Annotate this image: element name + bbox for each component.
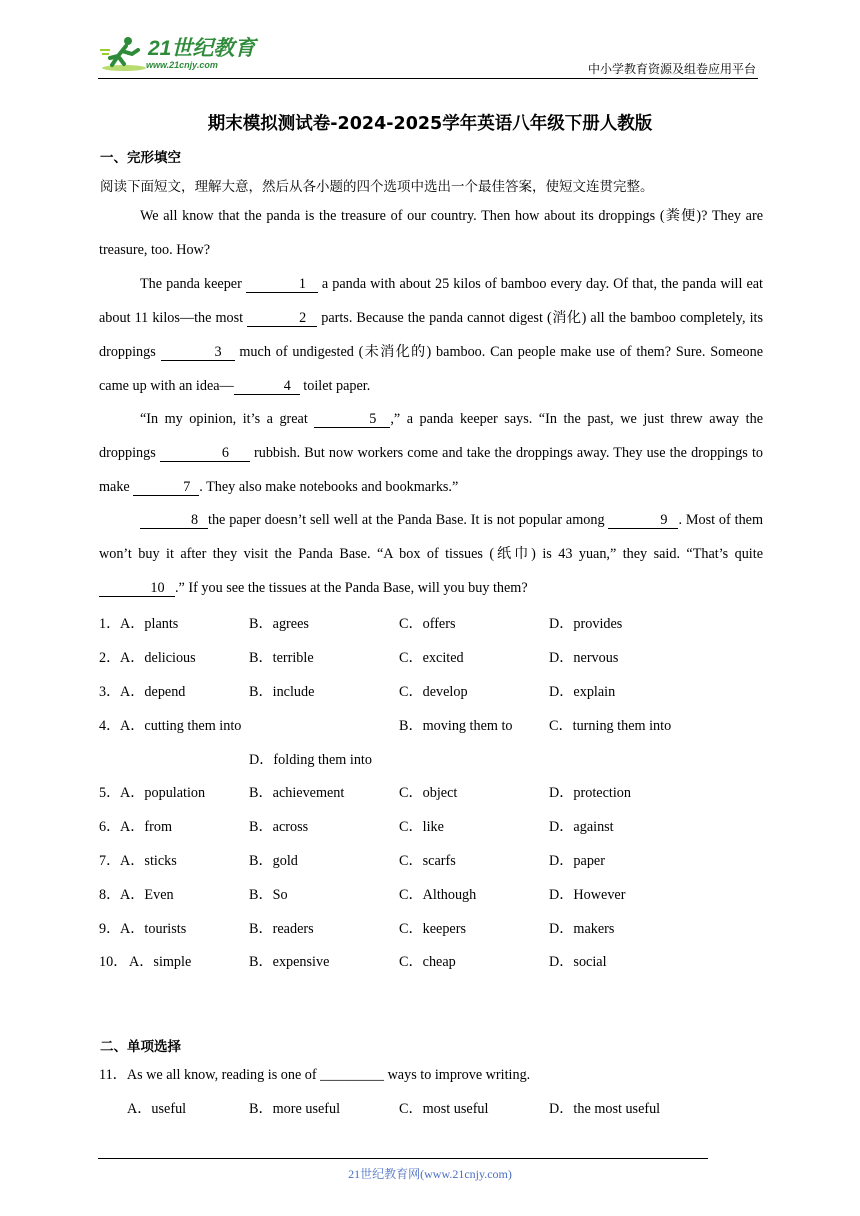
option-c[interactable]: C．object xyxy=(399,785,458,801)
option-a[interactable]: A．population xyxy=(120,785,206,801)
option-b[interactable]: B．moving them to xyxy=(399,718,513,734)
blank-7: 7 xyxy=(133,479,199,496)
paragraph-text: ,” a panda keeper says. “In the past, we just threw away the droppings xyxy=(99,411,763,461)
question-number: 2． xyxy=(99,650,121,666)
option-d[interactable]: D．paper xyxy=(549,853,605,869)
option-d[interactable]: D．explain xyxy=(549,684,616,700)
paragraph-text: . Most of them won’t buy it after they visit the Panda Base. “A box of tissues (纸巾) is 43 yuan,” they said. “That’s quite xyxy=(99,512,763,562)
blank-1: 1 xyxy=(246,276,318,293)
option-row-5 xyxy=(99,782,763,802)
page-header xyxy=(98,32,758,79)
option-d[interactable]: D．makers xyxy=(549,921,615,937)
option-b[interactable]: B．So xyxy=(249,887,288,903)
option-c[interactable]: C．like xyxy=(399,819,444,835)
question-number: 6． xyxy=(99,819,121,835)
instruction-text: 阅读下面短文，理解大意，然后从各小题的四个选项中选出一个最佳答案，使短文连贯完整。 xyxy=(100,179,654,195)
platform-name: 中小学教育资源及组卷应用平台 xyxy=(587,62,756,76)
question-number: 10． xyxy=(99,954,128,970)
runner-logo-icon xyxy=(98,34,146,74)
passage-paragraph-2 xyxy=(99,267,763,403)
option-d[interactable]: D．nervous xyxy=(549,650,619,666)
option-row-4 xyxy=(99,715,763,735)
blank-4: 4 xyxy=(234,378,300,395)
option-c[interactable]: C．develop xyxy=(399,684,468,700)
option-a[interactable]: A．useful xyxy=(127,1101,187,1117)
passage-paragraph-3 xyxy=(99,402,763,504)
option-c[interactable]: C．excited xyxy=(399,650,464,666)
footer-link[interactable]: 21世纪教育网(www.21cnjy.com) xyxy=(348,1167,512,1181)
option-row-3 xyxy=(99,681,763,701)
footer-divider xyxy=(98,1158,708,1159)
paragraph-text: The panda keeper xyxy=(140,276,246,292)
option-c[interactable]: C．most useful xyxy=(399,1101,489,1117)
option-d[interactable]: D．folding them into xyxy=(249,752,372,768)
option-row-2 xyxy=(99,647,763,667)
option-a[interactable]: A．depend xyxy=(120,684,186,700)
blank-2: 2 xyxy=(247,310,317,327)
option-row-10 xyxy=(99,951,763,971)
paragraph-text: parts. Because the panda cannot digest (消化) all the bamboo completely, its droppings xyxy=(99,310,763,360)
option-c[interactable]: C．offers xyxy=(399,616,456,632)
option-row-8 xyxy=(99,884,763,904)
question-number: 7． xyxy=(99,853,121,869)
option-row-1 xyxy=(99,613,763,633)
section-heading-single-choice: 二、单项选择 xyxy=(100,1039,181,1055)
option-b[interactable]: B．gold xyxy=(249,853,298,869)
option-d[interactable]: D．protection xyxy=(549,785,631,801)
option-d[interactable]: D．provides xyxy=(549,616,623,632)
logo-text: 21世纪教育 xyxy=(148,37,256,60)
blank-9: 9 xyxy=(608,512,678,529)
option-b[interactable]: B．agrees xyxy=(249,616,309,632)
question-number: 5． xyxy=(99,785,121,801)
blank-3: 3 xyxy=(161,344,235,361)
option-d[interactable]: D．against xyxy=(549,819,614,835)
question-number: 9． xyxy=(99,921,121,937)
option-a[interactable]: A．plants xyxy=(120,616,179,632)
option-b[interactable]: B．more useful xyxy=(249,1101,341,1117)
option-c[interactable]: C．scarfs xyxy=(399,853,456,869)
option-row-11 xyxy=(99,1098,763,1118)
option-b[interactable]: B．terrible xyxy=(249,650,314,666)
blank-6: 6 xyxy=(160,445,250,462)
option-b[interactable]: B．achievement xyxy=(249,785,345,801)
passage-paragraph-4 xyxy=(99,503,763,605)
option-d[interactable]: D．the most useful xyxy=(549,1101,661,1117)
option-b[interactable]: B．readers xyxy=(249,921,314,937)
option-a[interactable]: A．Even xyxy=(120,887,174,903)
option-row-9 xyxy=(99,918,763,938)
question-11: 11．As we all know, reading is one of _________ ways to improve writing. xyxy=(99,1067,531,1083)
paragraph-text: much of undigested (未消化的) bamboo. Can people make use of them? Sure. Someone came up with an idea— xyxy=(99,344,764,394)
option-c[interactable]: C．cheap xyxy=(399,954,456,970)
option-row-4-cont xyxy=(99,749,763,769)
option-a[interactable]: A．cutting them into xyxy=(120,718,242,734)
option-b[interactable]: B．expensive xyxy=(249,954,330,970)
question-number: 3． xyxy=(99,684,121,700)
option-c[interactable]: C．keepers xyxy=(399,921,466,937)
passage-paragraph-1 xyxy=(99,199,763,267)
option-c[interactable]: C．Although xyxy=(399,887,477,903)
paragraph-text: rubbish. But now workers come and take the droppings away. They use the droppings to make xyxy=(99,445,763,495)
section-heading-cloze: 一、完形填空 xyxy=(100,150,181,166)
option-a[interactable]: A．simple xyxy=(129,954,192,970)
option-a[interactable]: A．from xyxy=(120,819,173,835)
option-d[interactable]: D．social xyxy=(549,954,607,970)
paragraph-text: .” If you see the tissues at the Panda Base, will you buy them? xyxy=(175,580,528,596)
option-d[interactable]: D．However xyxy=(549,887,626,903)
blank-5: 5 xyxy=(314,411,390,428)
blank-8: 8 xyxy=(140,512,208,529)
option-b[interactable]: B．across xyxy=(249,819,309,835)
paragraph-text: the paper doesn’t sell well at the Panda Base. It is not popular among xyxy=(208,512,609,528)
option-a[interactable]: A．tourists xyxy=(120,921,187,937)
paragraph-text: “In my opinion, it’s a great xyxy=(140,411,315,427)
paragraph-text: We all know that the panda is the treasure of our country. Then how about its droppings (粪便)? They are treasure, too. How? xyxy=(99,208,763,258)
paragraph-text: a panda with about 25 kilos of bamboo every day. Of that, the panda will eat about 11 kilos—the most xyxy=(99,276,763,326)
paragraph-text: . They also make notebooks and bookmarks.” xyxy=(199,479,459,495)
option-row-6 xyxy=(99,816,763,836)
option-row-7 xyxy=(99,850,763,870)
question-number: 1． xyxy=(99,616,121,632)
logo-url: www.21cnjy.com xyxy=(146,60,218,70)
option-c[interactable]: C．turning them into xyxy=(549,718,672,734)
question-number: 8． xyxy=(99,887,121,903)
blank-10: 10 xyxy=(99,580,175,597)
question-number: 4． xyxy=(99,718,121,734)
option-a[interactable]: A．delicious xyxy=(120,650,196,666)
option-a[interactable]: A．sticks xyxy=(120,853,177,869)
paragraph-text: toilet paper. xyxy=(299,378,371,394)
page-title: 期末模拟测试卷-2024-2025学年英语八年级下册人教版 xyxy=(207,114,653,134)
option-b[interactable]: B．include xyxy=(249,684,315,700)
